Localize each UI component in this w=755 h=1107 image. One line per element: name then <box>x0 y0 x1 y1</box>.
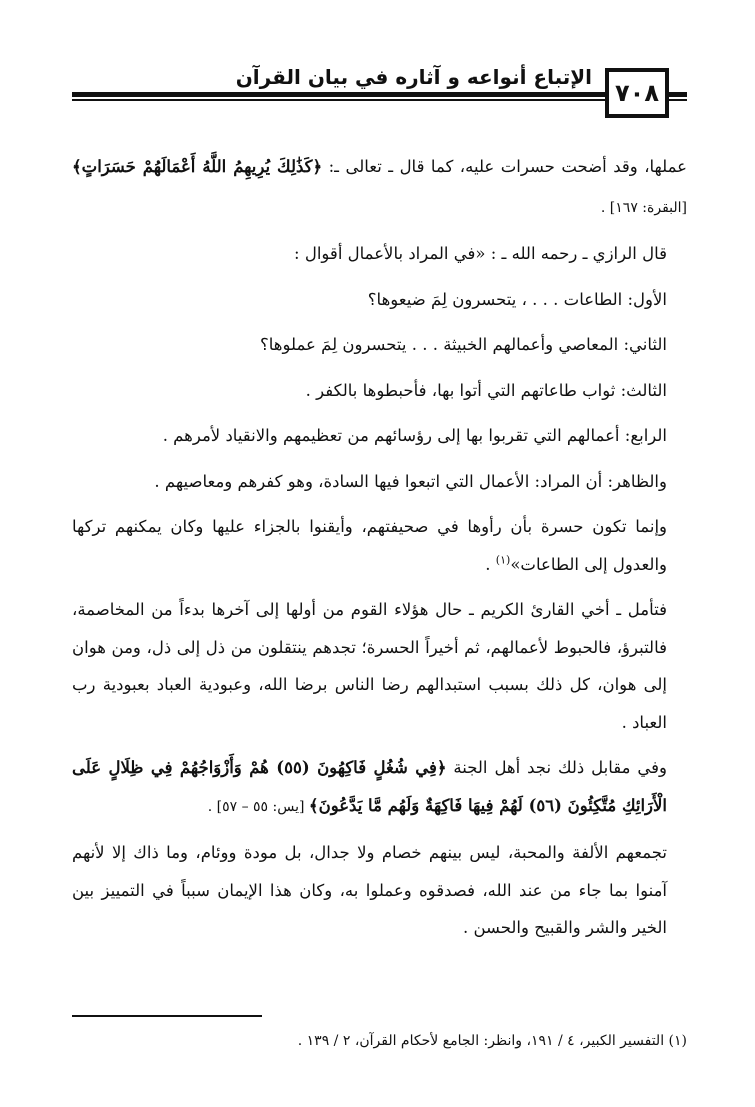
verse-reference-baqarah: [البقرة: ١٦٧] . <box>600 199 687 216</box>
paragraph-second-opinion: الثاني: المعاصي وأعمالهم الخبيثة . . . يتحسرون لِمَ عملوها؟ <box>260 335 667 354</box>
quran-verse-baqarah: ﴿كَذَٰلِكَ يُرِيهِمُ اللَّهُ أَعْمَالَهُمْ حَسَرَاتٍ﴾ <box>72 157 323 176</box>
footnote-divider <box>72 1015 262 1017</box>
header-rule-side <box>669 92 687 97</box>
page-body <box>72 148 687 955</box>
footnote: (١) التفسير الكبير، ٤ / ١٩١، وانظر: الجامع لأحكام القرآن، ٢ / ١٣٩ . <box>297 1033 687 1049</box>
paragraph-paradise-text: وفي مقابل ذلك نجد أهل الجنة <box>446 758 667 777</box>
paragraph-harmony: تجمعهم الألفة والمحبة، ليس بينهم خصام ولا جدال، بل مودة ووئام، وما ذاك إلا لأنهم آمنوا بما جاء من عند الله، فصدقوه وعملوا به، وكان هذا الإيمان سبباً في التمييز بين الخير والشر والقبيح والحسن . <box>72 843 667 937</box>
paragraph-regret-text: وإنما تكون حسرة بأن رأوها في صحيفتهم، وأيقنوا بالجزاء عليها وكان يمكنهم تركها والعدول إلى الطاعات» <box>72 517 667 574</box>
paragraph-first-opinion: الأول: الطاعات . . . ، يتحسرون لِمَ ضيعوها؟ <box>367 289 667 309</box>
paragraph-paradise <box>72 749 687 826</box>
footnote-marker: (١) <box>495 553 511 566</box>
page-number: ٧٠٨ <box>605 68 669 118</box>
running-header-title: الإتباع أنواعه و آثاره في بيان القرآن <box>235 65 592 89</box>
quran-verse-yasin: ﴿فِي شُغُلٍ فَاكِهُونَ (٥٥) هُمْ وَأَزْوَاجُهُمْ فِي ظِلَالٍ عَلَى الْأَرَائِكِ مُتَّكِئُونَ (٥٦) لَهُمْ فِيهَا فَاكِهَةٌ وَلَهُم مَّا يَدَّعُونَ﴾ <box>72 758 667 815</box>
header-rule <box>72 92 605 97</box>
paragraph-1-text: عملها، وقد أضحت حسرات عليه، كما قال ـ تعالى ـ: <box>322 157 687 176</box>
verse-reference-yasin: [يس: ٥٥ – ٥٧] . <box>207 798 309 815</box>
paragraph-1 <box>72 148 687 227</box>
paragraph-apparent-meaning: والظاهر: أن المراد: الأعمال التي اتبعوا فيها السادة، وهو كفرهم ومعاصيهم . <box>154 471 667 491</box>
paragraph-regret <box>72 508 687 583</box>
paragraph-regret-end: . <box>485 554 496 574</box>
paragraph-fourth-opinion: الرابع: أعمالهم التي تقربوا بها إلى رؤسائهم من تعظيمهم والانقياد لأمرهم . <box>162 426 667 445</box>
paragraph-reflection: فتأمل ـ أخي القارئ الكريم ـ حال هؤلاء القوم من أولها إلى آخرها بدءاً من المخاصمة، فالتبرؤ، فالحبوط لأعمالهم، ثم أخيراً الحسرة؛ تجدهم ينتقلون من ذل إلى ذل، ومن هوان إلى هوان، كل ذلك بسبب استبدالهم رضا الناس برضا الله، وعبودية العباد بعبودية رب العباد . <box>72 600 667 732</box>
paragraph-razi-intro: قال الرازي ـ رحمه الله ـ : «في المراد بالأعمال أقوال : <box>294 244 667 263</box>
header-rule-side-thin <box>669 99 687 101</box>
paragraph-third-opinion: الثالث: ثواب طاعاتهم التي أتوا بها، فأحبطوها بالكفر . <box>305 380 667 400</box>
header-rule-thin <box>72 99 605 101</box>
